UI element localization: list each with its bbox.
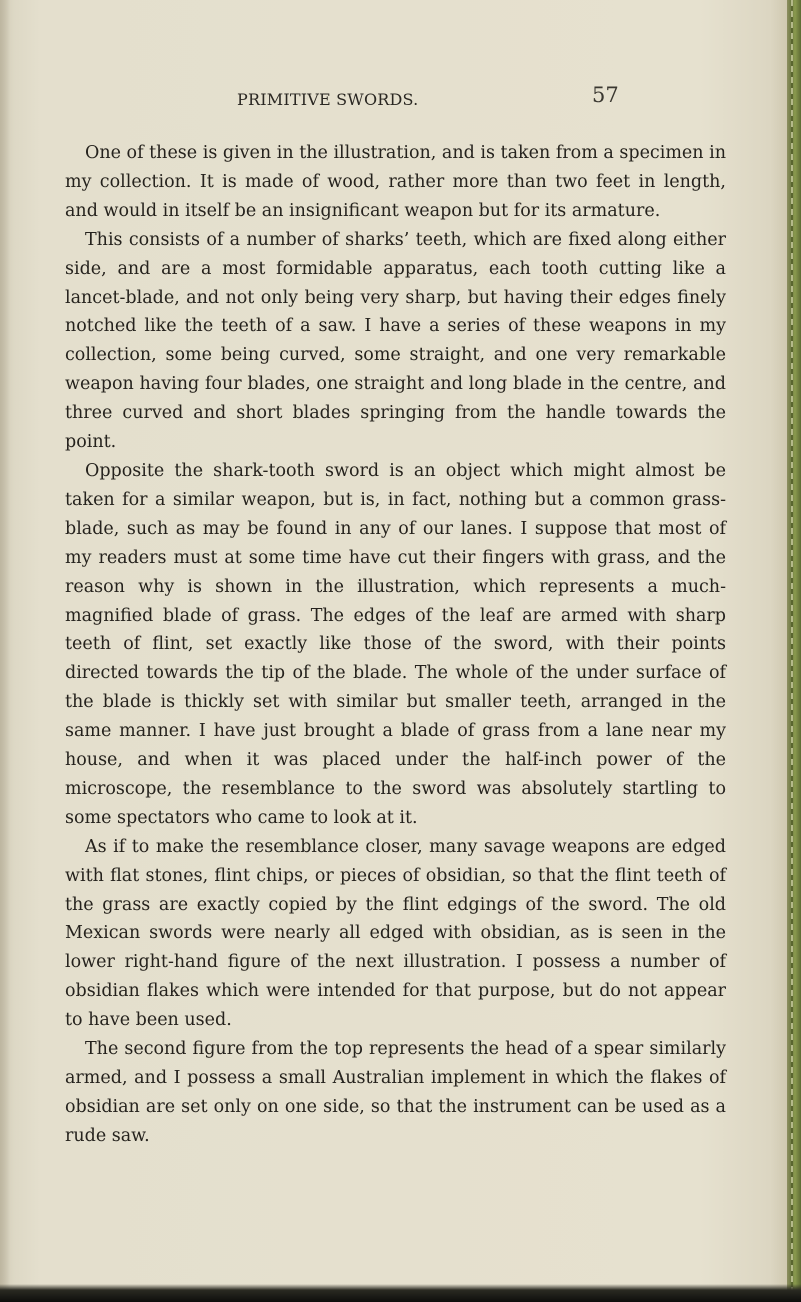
scan-bottom-edge bbox=[0, 1284, 801, 1302]
paragraph-3: Opposite the shark-tooth sword is an object which might almost be taken for a similar weapon, but is, in fact, nothing but a common grass-blade, such as may be found in any of our lanes. I suppose that most of my readers must at some time have cut their fingers with grass, and the reason why is shown in the illustration, which represents a much-magnified blade of grass. The edges of the leaf are armed with sharp teeth of flint, set exactly like those of the sword, with their points directed towards the tip of the blade. The whole of the under surface of the blade is thickly set with similar but smaller teeth, arranged in the same manner. I have just brought a blade of grass from a lane near my house, and when it was placed under the half-inch power of the microscope, the resemblance to the sword was absolutely startling to some spectators who came to look at it. bbox=[65, 460, 726, 828]
running-title: PRIMITIVE SWORDS. bbox=[237, 90, 419, 109]
paragraph-4: As if to make the resemblance closer, many savage weapons are edged with flat stones, flint chips, or pieces of obsidian, so that the flint teeth of the grass are exactly copied by the flint edgings of the sword. The old Mexican swords were nearly all edged with obsidian, as is seen in the lower right-hand figure of the next illustration. I possess a number of obsidian flakes which were intended for that purpose, but do not appear to have been used. bbox=[65, 836, 726, 1031]
page-gutter-shadow bbox=[0, 0, 10, 1302]
paragraph-1: One of these is given in the illustration, and is taken from a specimen in my collection. It is made of wood, rather more than two feet in length, and would in itself be an insignificant weapon but for its armature. bbox=[65, 143, 726, 221]
paragraph-5: The second figure from the top represents the head of a spear similarly armed, and I possess a small Australian implement in which the flakes of obsidian are set only on one side, so that the instrument can be used as a rude saw. bbox=[65, 1039, 726, 1146]
page-number: 57 bbox=[592, 83, 619, 107]
body-text bbox=[65, 139, 726, 1151]
paragraph-2: This consists of a number of sharks’ teeth, which are fixed along either side, and are a most formidable apparatus, each tooth cutting like a lancet-blade, and not only being very sharp, but having their edges finely notched like the teeth of a saw. I have a series of these weapons in my collection, some being curved, some straight, and one very remarkable weapon having four blades, one straight and long blade in the centre, and three curved and short blades springing from the handle towards the point. bbox=[65, 229, 726, 453]
book-cover-edge bbox=[787, 0, 801, 1302]
